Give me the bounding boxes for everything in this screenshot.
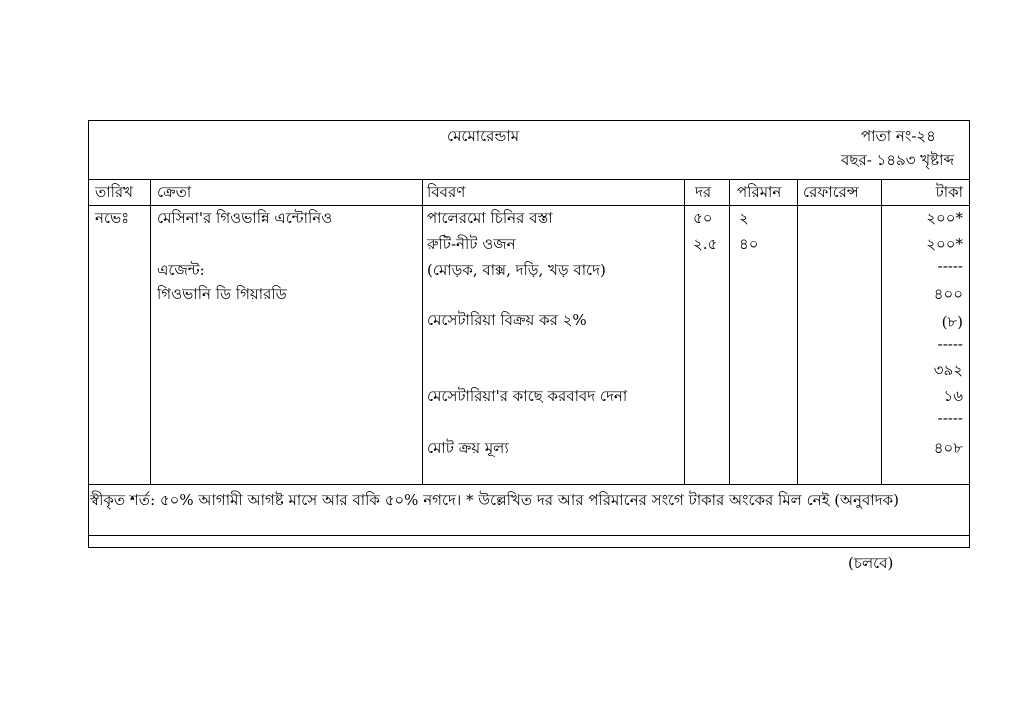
amount-2: ২০০*: [926, 235, 963, 253]
col-divider-4: [729, 179, 730, 484]
col-header-reference: রেফারেন্স: [803, 183, 859, 201]
col-header-description: বিবরণ: [427, 183, 466, 201]
col-header-quantity: পরিমান: [737, 183, 782, 201]
agent-label: এজেন্ট:: [157, 261, 205, 279]
continued-label: (চলবে): [848, 554, 894, 572]
desc-line-3: (মোড়ক, বাক্স, দড়ি, খড় বাদে): [427, 261, 606, 279]
column-header-divider: [89, 205, 969, 206]
terms-note: স্বীকৃত শর্ত: ৫০% আগামী আগষ্ট মাসে আর বাকি ৫০% নগদে। * উল্লেখিত দর আর পরিমানের সংগে টাকার অংকের মিল নেই (অনুবাদক): [90, 491, 899, 509]
desc-line-5: মেসেটারিয়া'র কাছে করবাবদ দেনা: [427, 387, 628, 405]
desc-line-2: রুটি-নীট ওজন: [427, 235, 516, 253]
total-amount: ৪০৮: [933, 439, 963, 457]
year-label: বছর- ১৪৯৩ খৃষ্টাব্দ: [841, 151, 954, 169]
col-divider-2: [422, 179, 423, 484]
memo-title: মেমোরেন্ডাম: [447, 127, 520, 145]
body-bottom-divider: [89, 484, 969, 485]
rate-2: ২.৫: [693, 235, 718, 253]
quantity-2: ৪০: [739, 235, 759, 253]
col-divider-6: [881, 179, 882, 484]
sum-rule-2: -----: [937, 335, 963, 353]
amount-1: ২০০*: [926, 209, 963, 227]
subtotal-1: ৪০০: [933, 285, 963, 303]
sum-rule-3: -----: [937, 409, 963, 427]
rate-1: ৫০: [693, 209, 713, 227]
agent-name: গিওভানি ডি গিয়ারডি: [157, 285, 287, 303]
desc-line-6: মোট ক্রয় মূল্য: [427, 439, 509, 457]
col-divider-5: [797, 179, 798, 484]
subtotal-2: ৩৯২: [933, 361, 963, 379]
col-header-amount: টাকা: [935, 183, 963, 201]
date-cell: নভেঃ: [95, 209, 130, 227]
desc-line-1: পালেরমো চিনির বস্তা: [427, 209, 553, 227]
note-bottom-divider: [89, 535, 969, 536]
col-header-buyer: ক্রেতা: [157, 183, 192, 201]
tax-amount: (৮): [941, 313, 963, 331]
col-header-rate: দর: [695, 183, 712, 201]
tax-due: ১৬: [943, 387, 963, 405]
buyer-name: মেসিনা'র গিওভান্নি এন্টোনিও: [157, 209, 333, 227]
col-divider-1: [150, 179, 151, 484]
sum-rule-1: -----: [937, 257, 963, 275]
col-divider-3: [684, 179, 685, 484]
desc-line-4: মেসেটারিয়া বিক্রয় কর ২%: [427, 311, 587, 329]
header-divider: [89, 179, 969, 180]
page-number: পাতা নং-২৪: [861, 127, 936, 145]
col-header-date: তারিখ: [95, 183, 133, 201]
memorandum-table: [88, 120, 970, 548]
quantity-1: ২: [739, 209, 749, 227]
